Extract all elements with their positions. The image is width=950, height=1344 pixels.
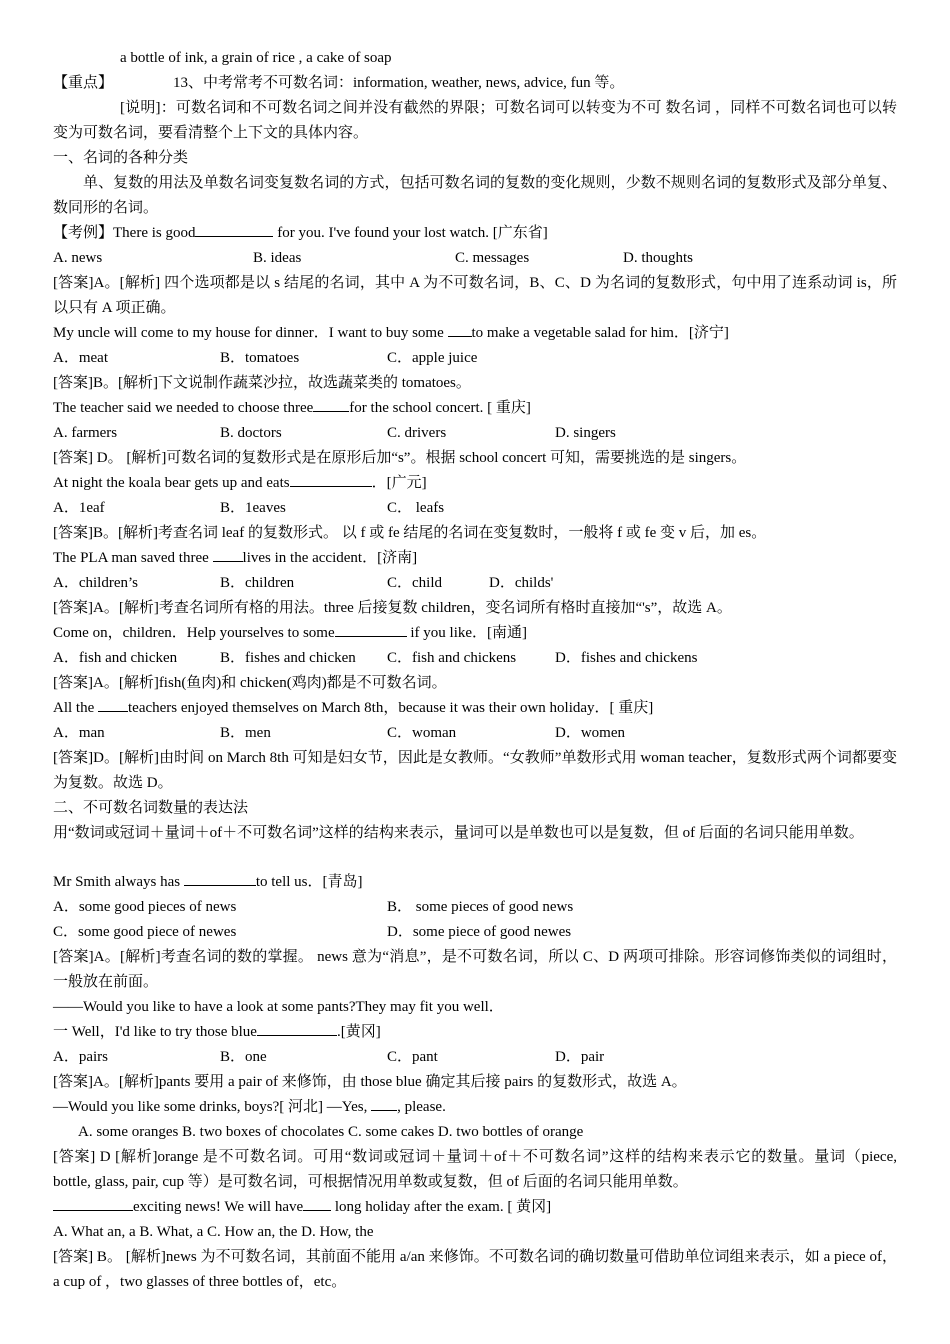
options-row	[53, 1045, 897, 1069]
option-b: B． some pieces of good news	[387, 899, 574, 915]
option-c: C．fish and chickens	[387, 650, 517, 666]
option-c: C．child	[387, 575, 442, 591]
option-a: A．some good pieces of news	[53, 899, 237, 915]
paragraph: 单、复数的用法及单数名词变复数名词的方式，包括可数名词的复数的变化规则，少数不规则名词的复数形式及部分单复、数同形的名词。	[53, 175, 897, 216]
options-row	[53, 895, 897, 919]
answer-explanation: [答案]D。[解析]由时间 on March 8th 可知是妇女节，因此是女教师。“女教师”单数形式用 woman teacher，复数形式两个词都要变为复数。故选 D。	[53, 750, 897, 791]
option-b: B．fishes and chicken	[220, 650, 356, 666]
options-row	[53, 346, 897, 370]
options-row: A. What an, a B. What, a C. How an, the D. How, the	[53, 1224, 374, 1240]
option-b: B．1eaves	[220, 500, 286, 516]
answer-explanation: [答案]A。[解析]fish(鱼肉)和 chicken(鸡肉)都是不可数名词。	[53, 675, 447, 691]
option-b: B．one	[220, 1049, 267, 1065]
option-c: C．some good piece of newes	[53, 924, 237, 940]
question: 【考例】There is good for you. I've found your lost watch. [广东省]	[53, 221, 897, 245]
option-d: D．pair	[555, 1049, 605, 1065]
answer-blank	[371, 1096, 397, 1111]
answer-blank	[98, 697, 128, 712]
option-c: C．apple juice	[387, 350, 478, 366]
option-d: D．fishes and chickens	[555, 650, 698, 666]
answer-blank	[184, 871, 256, 886]
text-line: a bottle of ink, a grain of rice , a cake of soap	[120, 50, 392, 66]
option-a: A．children’s	[53, 575, 138, 591]
paragraph: 用“数词或冠词＋量词＋of＋不可数名词”这样的结构来表示，量词可以是单数也可以是复数，但 of 后面的名词只能用单数。	[53, 825, 864, 841]
section-heading: 二、不可数名词数量的表达法	[53, 800, 249, 816]
options-row	[53, 496, 897, 520]
option-a: A．1eaf	[53, 500, 105, 516]
text-line	[53, 71, 897, 95]
key-point-text: 13、中考常考不可数名词：information, weather, news, advice, fun 等。	[173, 75, 625, 91]
question: All the teachers enjoyed themselves on March 8th，because it was their own holiday．[ 重庆]	[53, 696, 897, 720]
options-row: A. some oranges B. two boxes of chocolates C. some cakes D. two bottles of orange	[78, 1124, 584, 1140]
question: exciting news! We will have long holiday after the exam. [ 黄冈]	[53, 1195, 897, 1219]
option-c: C. drivers	[387, 425, 447, 441]
question: The teacher said we needed to choose three for the school concert. [ 重庆]	[53, 396, 897, 420]
answer-explanation: [答案]A。[解析]考查名词的数的掌握。 news 意为“消息”，是不可数名词，所以 C、D 两项可排除。形容词修饰类似的词组时，一般放在前面。	[53, 949, 897, 990]
option-d: D. singers	[555, 425, 616, 441]
answer-blank	[313, 397, 349, 412]
option-b: B. doctors	[220, 425, 282, 441]
option-d: D. thoughts	[623, 250, 694, 266]
answer-blank	[335, 622, 407, 637]
answer-explanation: [答案] D。 [解析]可数名词的复数形式是在原形后加“s”。根据 school concert 可知，需要挑选的是 singers。	[53, 450, 747, 466]
option-a: A．meat	[53, 350, 108, 366]
question: —Would you like some drinks, boys?[ 河北] —Yes, , please.	[53, 1095, 897, 1119]
option-c: C．woman	[387, 725, 457, 741]
question: The PLA man saved three lives in the accident．[济南]	[53, 546, 897, 570]
option-b: B．men	[220, 725, 271, 741]
option-d: D．childs'	[489, 575, 554, 591]
option-b: B. ideas	[253, 250, 302, 266]
options-row	[53, 246, 897, 270]
option-c: C． leafs	[387, 500, 445, 516]
answer-blank	[448, 322, 472, 337]
option-a: A. farmers	[53, 425, 118, 441]
answer-blank	[53, 1196, 133, 1211]
option-a: A．pairs	[53, 1049, 108, 1065]
answer-blank	[257, 1021, 337, 1036]
options-row	[53, 421, 897, 445]
answer-explanation: [答案]B。[解析]下文说制作蔬菜沙拉，故选蔬菜类的 tomatoes。	[53, 375, 471, 391]
option-a: A．man	[53, 725, 105, 741]
answer-explanation: [答案] D [解析]orange 是不可数名词。可用“数词或冠词＋量词＋of＋不可数名词”这样的结构来表示它的数量。量词（piece, bottle, glass, pair, cup 等）是可数名词，可根据情况用单数或复数，但 of 后面的名词只能用单数。	[53, 1149, 897, 1190]
answer-explanation: [答案]B。[解析]考查名词 leaf 的复数形式。 以 f 或 fe 结尾的名词在变复数时，一般将 f 或 fe 变 v 后，加 es。	[53, 525, 767, 541]
option-d: D．some piece of good newes	[387, 924, 572, 940]
option-b: B．children	[220, 575, 295, 591]
answer-explanation: [答案]A。[解析]考查名词所有格的用法。three 后接复数 children，变名词所有格时直接加“'s”，故选 A。	[53, 600, 732, 616]
answer-blank	[303, 1196, 331, 1211]
option-a: A．fish and chicken	[53, 650, 178, 666]
options-row	[53, 721, 897, 745]
note-paragraph: [说明]：可数名词和不可数名词之间并没有截然的界限；可数名词可以转变为不可 数名词 ，同样不可数名词也可以转变为可数名词，要看清整个上下文的具体内容。	[53, 100, 897, 141]
option-a: A. news	[53, 250, 103, 266]
options-row	[53, 646, 897, 670]
dialogue-line: ——Would you like to have a look at some pants?They may fit you well．	[53, 999, 504, 1015]
answer-blank	[213, 547, 243, 562]
options-row	[53, 571, 897, 595]
option-d: D．women	[555, 725, 625, 741]
question: Mr Smith always has to tell us．[青岛]	[53, 870, 897, 894]
answer-blank	[290, 472, 372, 487]
question: My uncle will come to my house for dinner．I want to buy some to make a vegetable salad for him．[济宁]	[53, 321, 897, 345]
option-c: C. messages	[455, 250, 530, 266]
option-b: B．tomatoes	[220, 350, 300, 366]
options-row	[53, 920, 897, 944]
key-point-label: 【重点】	[53, 75, 114, 91]
question: 一 Well，I'd like to try those blue .[黄冈]	[53, 1020, 897, 1044]
answer-blank	[195, 222, 273, 237]
section-heading: 一、名词的各种分类	[53, 150, 189, 166]
question: Come on，children．Help yourselves to some if you like．[南通]	[53, 621, 897, 645]
answer-explanation: [答案] B。 [解析]news 为不可数名词，其前面不能用 a/an 来修饰。不可数名词的确切数量可借助单位词组来表示，如 a piece of，a cup of ，two glasses of three bottles of，etc。	[53, 1249, 897, 1290]
question: At night the koala bear gets up and eats ．[广元]	[53, 471, 897, 495]
option-c: C．pant	[387, 1049, 438, 1065]
answer-explanation: [答案]A。[解析] 四个选项都是以 s 结尾的名词，其中 A 为不可数名词，B、C、D 为名词的复数形式，句中用了连系动词 is，所以只有 A 项正确。	[53, 275, 897, 316]
answer-explanation: [答案]A。[解析]pants 要用 a pair of 来修饰，由 those blue 确定其后接 pairs 的复数形式，故选 A。	[53, 1074, 687, 1090]
